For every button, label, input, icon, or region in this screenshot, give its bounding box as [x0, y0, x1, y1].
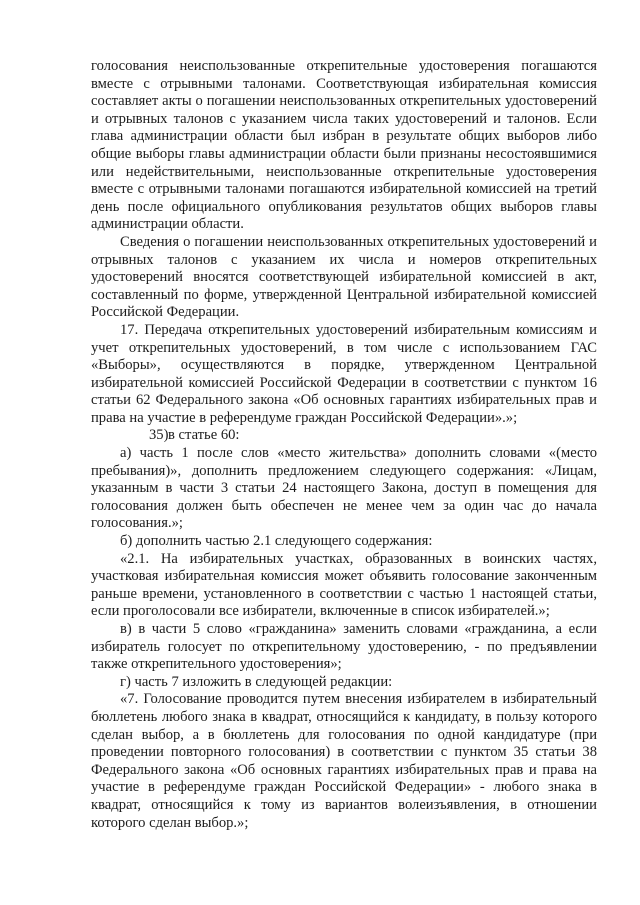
item-35-text: в статье 60:: [168, 427, 240, 444]
paragraph-ballot-cancellation: голосования неиспользованные открепительные удостоверения погашаются вместе с отрывными талонами. Соответствующая избирательная комиссия составляет акты о погашении неиспользованных открепительных удостоверений и отрывных талонов с указанием числа таких удостоверений и талонов. Если глава администрации области был избран в результате общих выборов либо общие выборы главы администрации области были признаны несостоявшимися или недействительными, неиспользованные открепительные удостоверения вместе с отрывными талонами погашаются избирательной комиссией на третий день после официального опубликования результатов общих выборов главы администрации области.: [91, 58, 597, 233]
document-body: [91, 58, 597, 832]
paragraph-cancellation-records: Сведения о погашении неиспользованных открепительных удостоверений и отрывных талонов с указанием их числа и номеров открепительных удостоверений вносятся соответствующей избирательной комиссией в акт, составленный по форме, утвержденной Центральной избирательной комиссией Российской Федерации.: [91, 233, 597, 321]
paragraph-subitem-b: б) дополнить частью 2.1 следующего содержания:: [120, 533, 433, 550]
paragraph-part-2-1: «2.1. На избирательных участках, образованных в воинских частях, участковая избирательная комиссия может объявить голосование законченным раньше времени, установленного в соответствии с частью 1 настоящей статьи, если проголосовали все избиратели, включенные в список избирателей.»;: [91, 550, 597, 620]
paragraph-item-35: [91, 427, 597, 445]
paragraph-item-17: 17. Передача открепительных удостоверений избирательным комиссиям и учет открепительных удостоверений, в том числе с использованием ГАС «Выборы», осуществляются в порядке, утвержденном Центральной избирательной комиссией Российской Федерации в соответствии с пунктом 16 статьи 62 Федерального закона «Об основных гарантиях избирательных прав и права на участие в референдуме граждан Российской Федерации».»;: [91, 321, 597, 426]
paragraph-subitem-g: г) часть 7 изложить в следующей редакции:: [120, 673, 393, 690]
paragraph-subitem-v: в) в части 5 слово «гражданина» заменить словами «гражданина, а если избиратель голосует по открепительному удостоверению, - по предъявлении также открепительного удостоверения»;: [91, 621, 597, 673]
paragraph-part-7: «7. Голосование проводится путем внесения избирателем в избирательный бюллетень любого знака в квадрат, относящийся к кандидату, в пользу которого сделан выбор, а в бюллетень для голосования по одной кандидатуре (при проведении повторного голосования) в соответствии с пунктом 35 статьи 38 Федерального закона «Об основных гарантиях избирательных прав и права на участие в референдуме граждан Российской Федерации» - любого знака в квадрат, относящийся к тому из вариантов волеизъявления, в отношении которого сделан выбор.»;: [91, 691, 597, 831]
item-number: 35): [149, 427, 169, 444]
paragraph-subitem-a: а) часть 1 после слов «место жительства» дополнить словами «(место пребывания)», дополнить предложением следующего содержания: «Лицам, указанным в части 3 статьи 24 настоящего Закона, доступ в помещения для голосования должен быть обеспечен не менее чем за один час до начала голосования.»;: [91, 445, 597, 532]
